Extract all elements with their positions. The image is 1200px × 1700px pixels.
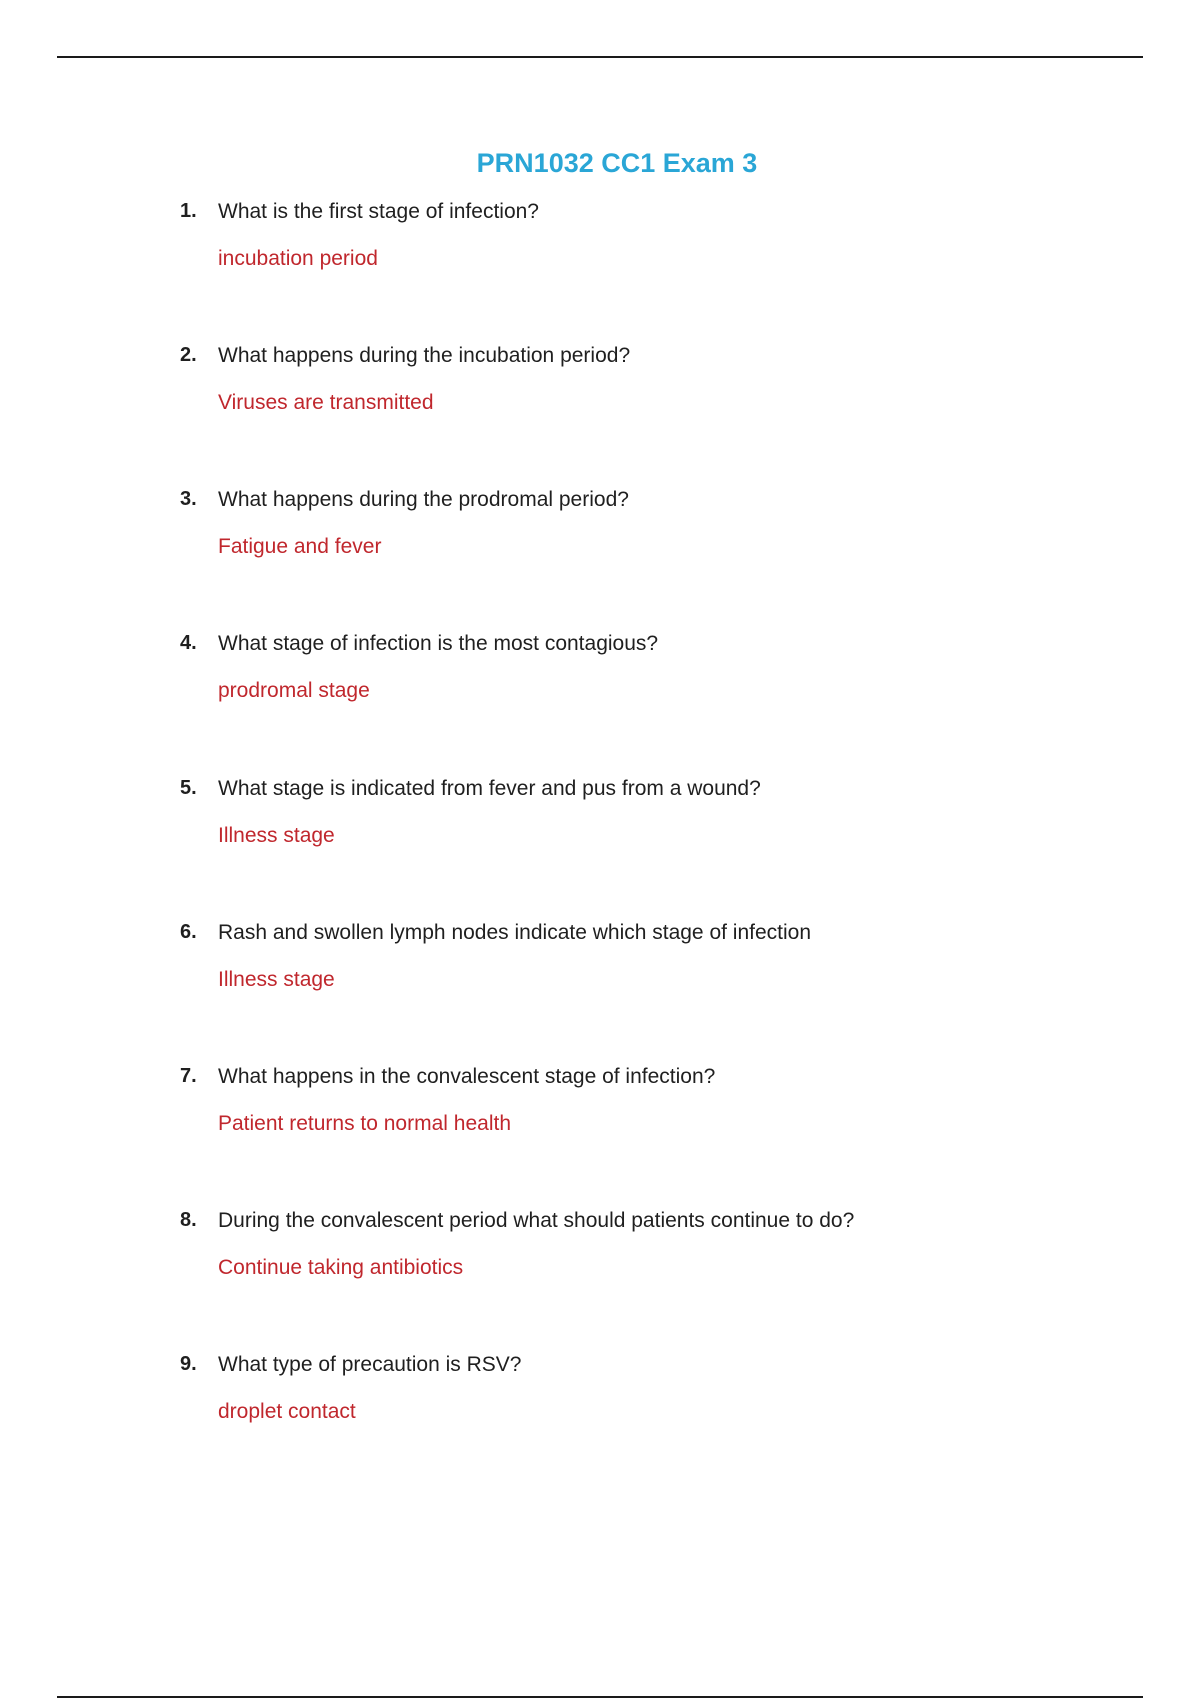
question-number: 7.	[180, 1065, 197, 1087]
question-number: 1.	[180, 200, 197, 222]
question-number: 2.	[180, 344, 197, 366]
question-item	[0, 777, 1200, 917]
answer-text: Illness stage	[218, 968, 335, 991]
question-text: What stage of infection is the most contagious?	[218, 632, 659, 655]
question-number: 8.	[180, 1209, 197, 1231]
answer-text: Patient returns to normal health	[218, 1112, 511, 1135]
answer-text: Viruses are transmitted	[218, 391, 434, 414]
answer-text: droplet contact	[218, 1400, 356, 1423]
question-item	[0, 1209, 1200, 1349]
question-text: What is the first stage of infection?	[218, 200, 539, 223]
question-text: What type of precaution is RSV?	[218, 1353, 522, 1376]
answer-text: Illness stage	[218, 824, 335, 847]
question-item	[0, 1065, 1200, 1205]
header-rule	[57, 56, 1143, 58]
question-item	[0, 921, 1200, 1061]
question-number: 9.	[180, 1353, 197, 1375]
footer-rule	[57, 1696, 1143, 1698]
question-number: 4.	[180, 632, 197, 654]
answer-text: incubation period	[218, 247, 378, 270]
question-number: 6.	[180, 921, 197, 943]
question-text: During the convalescent period what should patients continue to do?	[218, 1209, 855, 1232]
question-item	[0, 1353, 1200, 1493]
answer-text: Fatigue and fever	[218, 535, 382, 558]
question-number: 5.	[180, 777, 197, 799]
question-text: What stage is indicated from fever and pus from a wound?	[218, 777, 761, 800]
answer-text: prodromal stage	[218, 679, 370, 702]
question-number: 3.	[180, 488, 197, 510]
question-item	[0, 632, 1200, 772]
question-text: Rash and swollen lymph nodes indicate which stage of infection	[218, 921, 812, 944]
question-text: What happens during the incubation period?	[218, 344, 631, 367]
question-text: What happens during the prodromal period?	[218, 488, 629, 511]
answer-text: Continue taking antibiotics	[218, 1256, 464, 1279]
question-item	[0, 200, 1200, 340]
question-item	[0, 344, 1200, 484]
question-item	[0, 488, 1200, 628]
document-title: PRN1032 CC1 Exam 3	[476, 148, 758, 178]
question-text: What happens in the convalescent stage of infection?	[218, 1065, 716, 1088]
